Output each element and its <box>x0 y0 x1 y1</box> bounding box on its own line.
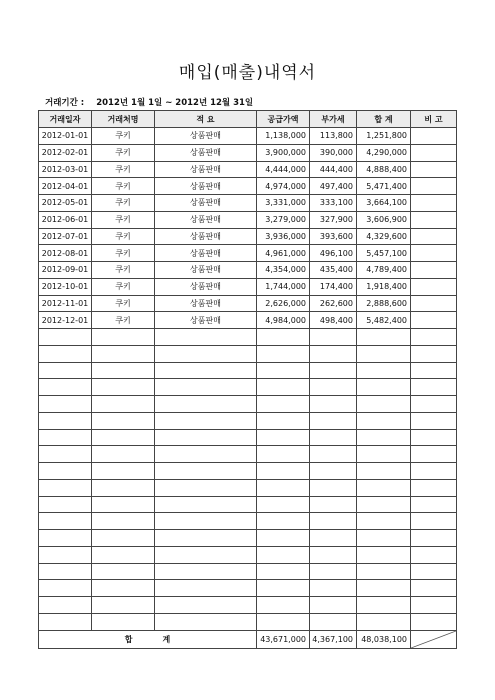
cell-date <box>39 329 92 346</box>
cell-date <box>39 412 92 429</box>
cell-total: 4,888,400 <box>357 161 411 178</box>
cell-date: 2012-11-01 <box>39 295 92 312</box>
cell-description <box>155 563 257 580</box>
cell-date <box>39 546 92 563</box>
cell-vat <box>310 479 357 496</box>
cell-vat <box>310 496 357 513</box>
cell-total <box>357 412 411 429</box>
cell-client <box>92 345 155 362</box>
cell-supply-amount <box>257 463 310 480</box>
cell-total <box>357 362 411 379</box>
cell-supply-amount <box>257 530 310 547</box>
empty-row <box>39 446 457 463</box>
cell-total <box>357 580 411 597</box>
cell-description <box>155 597 257 614</box>
transaction-period <box>45 96 253 108</box>
cell-date: 2012-01-01 <box>39 128 92 145</box>
cell-total: 3,606,900 <box>357 211 411 228</box>
cell-description: 상품판매 <box>155 262 257 279</box>
cell-vat: 444,400 <box>310 161 357 178</box>
cell-client: 쿠키 <box>92 178 155 195</box>
cell-date <box>39 379 92 396</box>
totals-total: 48,038,100 <box>357 630 411 648</box>
cell-supply-amount <box>257 446 310 463</box>
cell-description <box>155 396 257 413</box>
cell-description <box>155 613 257 630</box>
cell-note <box>411 278 457 295</box>
cell-description: 상품판매 <box>155 178 257 195</box>
cell-client <box>92 496 155 513</box>
cell-client <box>92 546 155 563</box>
cell-note <box>411 379 457 396</box>
cell-supply-amount <box>257 613 310 630</box>
cell-supply-amount <box>257 563 310 580</box>
cell-supply-amount: 3,936,000 <box>257 228 310 245</box>
cell-vat: 333,100 <box>310 195 357 212</box>
cell-client <box>92 513 155 530</box>
totals-row <box>39 630 457 648</box>
cell-note <box>411 228 457 245</box>
table-row <box>39 228 457 245</box>
cell-date: 2012-07-01 <box>39 228 92 245</box>
cell-client: 쿠키 <box>92 228 155 245</box>
cell-client: 쿠키 <box>92 211 155 228</box>
cell-note <box>411 211 457 228</box>
table-row <box>39 178 457 195</box>
cell-total: 3,664,100 <box>357 195 411 212</box>
cell-note <box>411 362 457 379</box>
cell-supply-amount <box>257 396 310 413</box>
header-vat: 부가세 <box>310 111 357 128</box>
cell-vat <box>310 396 357 413</box>
cell-date <box>39 429 92 446</box>
cell-client <box>92 580 155 597</box>
table-header-row <box>39 111 457 128</box>
cell-total: 4,789,400 <box>357 262 411 279</box>
empty-row <box>39 546 457 563</box>
cell-description <box>155 580 257 597</box>
cell-vat <box>310 412 357 429</box>
cell-supply-amount <box>257 362 310 379</box>
cell-supply-amount <box>257 329 310 346</box>
cell-client <box>92 396 155 413</box>
table-row <box>39 295 457 312</box>
cell-client <box>92 379 155 396</box>
totals-label-first: 합 <box>124 634 133 644</box>
cell-note <box>411 161 457 178</box>
cell-description: 상품판매 <box>155 312 257 329</box>
table-row <box>39 278 457 295</box>
table-row <box>39 195 457 212</box>
cell-description <box>155 412 257 429</box>
cell-date: 2012-05-01 <box>39 195 92 212</box>
cell-supply-amount: 4,444,000 <box>257 161 310 178</box>
cell-supply-amount: 3,331,000 <box>257 195 310 212</box>
cell-vat <box>310 379 357 396</box>
empty-row <box>39 329 457 346</box>
header-client: 거래처명 <box>92 111 155 128</box>
cell-vat <box>310 546 357 563</box>
cell-description: 상품판매 <box>155 211 257 228</box>
cell-date <box>39 613 92 630</box>
cell-total: 4,329,600 <box>357 228 411 245</box>
cell-date: 2012-06-01 <box>39 211 92 228</box>
header-description: 적 요 <box>155 111 257 128</box>
cell-note <box>411 412 457 429</box>
cell-note <box>411 312 457 329</box>
empty-row <box>39 613 457 630</box>
cell-description: 상품판매 <box>155 295 257 312</box>
cell-vat: 262,600 <box>310 295 357 312</box>
cell-description: 상품판매 <box>155 228 257 245</box>
header-date: 거래일자 <box>39 111 92 128</box>
cell-total <box>357 379 411 396</box>
table-row <box>39 161 457 178</box>
cell-description <box>155 362 257 379</box>
cell-supply-amount: 3,900,000 <box>257 144 310 161</box>
period-value: 2012년 1월 1일 ~ 2012년 12월 31일 <box>96 98 254 108</box>
cell-vat <box>310 513 357 530</box>
empty-row <box>39 412 457 429</box>
cell-vat <box>310 362 357 379</box>
cell-note <box>411 479 457 496</box>
cell-client: 쿠키 <box>92 312 155 329</box>
cell-supply-amount: 4,961,000 <box>257 245 310 262</box>
cell-description <box>155 546 257 563</box>
empty-row <box>39 563 457 580</box>
cell-description: 상품판매 <box>155 161 257 178</box>
totals-vat: 4,367,100 <box>310 630 357 648</box>
cell-vat: 390,000 <box>310 144 357 161</box>
cell-client: 쿠키 <box>92 245 155 262</box>
cell-total <box>357 463 411 480</box>
cell-supply-amount: 1,138,000 <box>257 128 310 145</box>
cell-total <box>357 496 411 513</box>
table-row <box>39 262 457 279</box>
empty-row <box>39 513 457 530</box>
cell-note <box>411 563 457 580</box>
cell-total: 1,251,800 <box>357 128 411 145</box>
cell-vat: 498,400 <box>310 312 357 329</box>
cell-vat <box>310 446 357 463</box>
cell-description <box>155 329 257 346</box>
cell-note <box>411 546 457 563</box>
cell-note <box>411 245 457 262</box>
cell-note <box>411 295 457 312</box>
cell-note <box>411 463 457 480</box>
empty-row <box>39 396 457 413</box>
cell-total: 2,888,600 <box>357 295 411 312</box>
table-row <box>39 144 457 161</box>
cell-total <box>357 446 411 463</box>
cell-supply-amount <box>257 345 310 362</box>
cell-supply-amount: 4,354,000 <box>257 262 310 279</box>
cell-supply-amount: 4,974,000 <box>257 178 310 195</box>
cell-note <box>411 128 457 145</box>
cell-vat: 496,100 <box>310 245 357 262</box>
cell-supply-amount <box>257 580 310 597</box>
cell-vat: 174,400 <box>310 278 357 295</box>
cell-supply-amount <box>257 597 310 614</box>
cell-note <box>411 329 457 346</box>
cell-total <box>357 546 411 563</box>
cell-date: 2012-02-01 <box>39 144 92 161</box>
cell-vat: 327,900 <box>310 211 357 228</box>
cell-note <box>411 513 457 530</box>
empty-row <box>39 429 457 446</box>
cell-date: 2012-03-01 <box>39 161 92 178</box>
cell-description: 상품판매 <box>155 195 257 212</box>
cell-description <box>155 479 257 496</box>
header-note: 비 고 <box>411 111 457 128</box>
cell-supply-amount <box>257 513 310 530</box>
empty-row <box>39 362 457 379</box>
cell-client <box>92 446 155 463</box>
cell-client: 쿠키 <box>92 262 155 279</box>
cell-date: 2012-10-01 <box>39 278 92 295</box>
cell-supply-amount <box>257 429 310 446</box>
cell-date <box>39 496 92 513</box>
cell-client <box>92 329 155 346</box>
cell-description <box>155 429 257 446</box>
cell-vat: 497,400 <box>310 178 357 195</box>
cell-date <box>39 396 92 413</box>
cell-note <box>411 580 457 597</box>
cell-note <box>411 446 457 463</box>
cell-description <box>155 446 257 463</box>
document-title: 매입(매출)내역서 <box>178 63 317 83</box>
cell-note <box>411 613 457 630</box>
cell-date <box>39 563 92 580</box>
cell-date <box>39 530 92 547</box>
cell-total: 5,482,400 <box>357 312 411 329</box>
cell-total <box>357 329 411 346</box>
cell-date <box>39 345 92 362</box>
cell-supply-amount: 4,984,000 <box>257 312 310 329</box>
cell-client <box>92 530 155 547</box>
cell-note <box>411 597 457 614</box>
totals-label <box>39 630 257 648</box>
cell-date: 2012-08-01 <box>39 245 92 262</box>
cell-vat <box>310 345 357 362</box>
cell-note <box>411 178 457 195</box>
cell-client: 쿠키 <box>92 161 155 178</box>
cell-vat <box>310 563 357 580</box>
cell-note <box>411 496 457 513</box>
cell-total <box>357 597 411 614</box>
cell-vat <box>310 597 357 614</box>
cell-description: 상품판매 <box>155 245 257 262</box>
cell-description <box>155 463 257 480</box>
cell-note <box>411 530 457 547</box>
cell-client <box>92 613 155 630</box>
cell-note <box>411 429 457 446</box>
cell-date <box>39 463 92 480</box>
cell-client <box>92 597 155 614</box>
cell-description <box>155 379 257 396</box>
cell-client <box>92 463 155 480</box>
cell-description <box>155 496 257 513</box>
cell-description: 상품판매 <box>155 128 257 145</box>
cell-vat <box>310 463 357 480</box>
cell-client: 쿠키 <box>92 195 155 212</box>
cell-date <box>39 513 92 530</box>
cell-date <box>39 446 92 463</box>
table-row <box>39 128 457 145</box>
totals-label-second: 계 <box>162 634 171 644</box>
cell-supply-amount: 2,626,000 <box>257 295 310 312</box>
cell-total: 5,471,400 <box>357 178 411 195</box>
cell-date: 2012-09-01 <box>39 262 92 279</box>
cell-supply-amount <box>257 546 310 563</box>
cell-client: 쿠키 <box>92 295 155 312</box>
cell-description <box>155 345 257 362</box>
cell-note <box>411 396 457 413</box>
cell-description: 상품판매 <box>155 144 257 161</box>
cell-date <box>39 580 92 597</box>
cell-client <box>92 412 155 429</box>
cell-description <box>155 513 257 530</box>
cell-client: 쿠키 <box>92 128 155 145</box>
cell-supply-amount <box>257 496 310 513</box>
cell-date: 2012-04-01 <box>39 178 92 195</box>
header-total: 합 계 <box>357 111 411 128</box>
table-row <box>39 245 457 262</box>
cell-client <box>92 479 155 496</box>
cell-supply-amount <box>257 379 310 396</box>
cell-client <box>92 429 155 446</box>
cell-total <box>357 345 411 362</box>
period-label: 거래기간 : <box>45 98 85 108</box>
cell-note <box>411 262 457 279</box>
cell-total <box>357 530 411 547</box>
empty-row <box>39 463 457 480</box>
cell-total <box>357 613 411 630</box>
cell-description: 상품판매 <box>155 278 257 295</box>
cell-client <box>92 563 155 580</box>
empty-row <box>39 530 457 547</box>
cell-total: 4,290,000 <box>357 144 411 161</box>
cell-total: 5,457,100 <box>357 245 411 262</box>
cell-total <box>357 396 411 413</box>
table-row <box>39 312 457 329</box>
cell-vat: 113,800 <box>310 128 357 145</box>
cell-vat <box>310 530 357 547</box>
cell-description <box>155 530 257 547</box>
empty-row <box>39 597 457 614</box>
cell-total <box>357 429 411 446</box>
empty-row <box>39 345 457 362</box>
cell-client: 쿠키 <box>92 144 155 161</box>
cell-vat: 393,600 <box>310 228 357 245</box>
empty-row <box>39 580 457 597</box>
cell-total <box>357 513 411 530</box>
cell-client: 쿠키 <box>92 278 155 295</box>
cell-date <box>39 479 92 496</box>
cell-supply-amount: 3,279,000 <box>257 211 310 228</box>
cell-date <box>39 597 92 614</box>
cell-client <box>92 362 155 379</box>
cell-vat <box>310 613 357 630</box>
cell-note <box>411 195 457 212</box>
cell-total: 1,918,400 <box>357 278 411 295</box>
cell-supply-amount: 1,744,000 <box>257 278 310 295</box>
cell-total <box>357 479 411 496</box>
cell-vat <box>310 329 357 346</box>
empty-row <box>39 479 457 496</box>
cell-total <box>357 563 411 580</box>
totals-note-diagonal <box>411 630 457 648</box>
cell-vat <box>310 429 357 446</box>
cell-date: 2012-12-01 <box>39 312 92 329</box>
cell-supply-amount <box>257 412 310 429</box>
transaction-table <box>38 110 457 649</box>
cell-date <box>39 362 92 379</box>
cell-vat <box>310 580 357 597</box>
empty-row <box>39 496 457 513</box>
cell-supply-amount <box>257 479 310 496</box>
cell-vat: 435,400 <box>310 262 357 279</box>
totals-supply: 43,671,000 <box>257 630 310 648</box>
cell-note <box>411 345 457 362</box>
header-supply-amount: 공급가액 <box>257 111 310 128</box>
table-row <box>39 211 457 228</box>
cell-note <box>411 144 457 161</box>
empty-row <box>39 379 457 396</box>
